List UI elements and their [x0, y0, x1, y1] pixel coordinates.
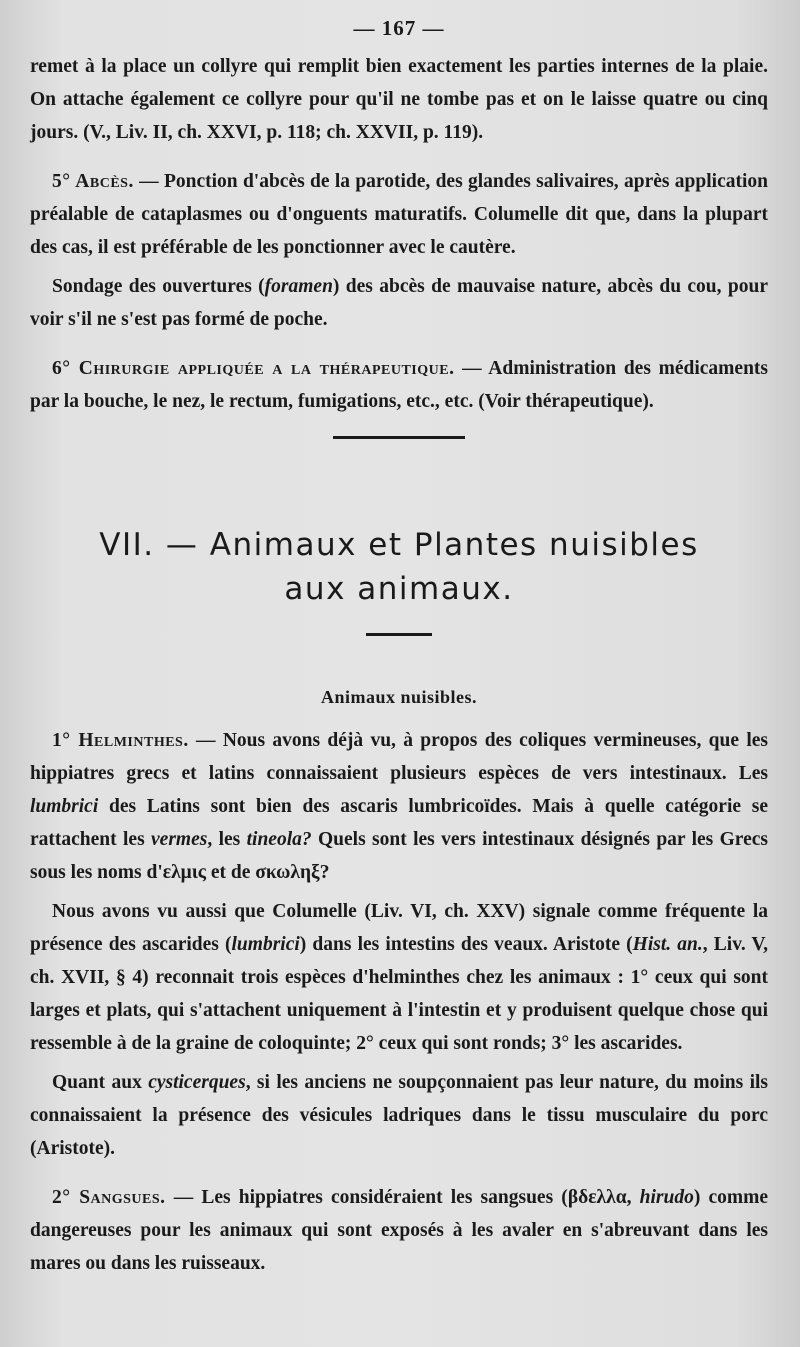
paragraph-intro: remet à la place un collyre qui remplit bien exactement les parties internes de la plaie. On attache également ce collyre pour qu'il ne tombe pas et on le laisse quatre ou cinq jours. (V., Liv. II, ch. XXVI, p. 118; ch. XXVII, p. 119).	[30, 56, 768, 143]
heading-sangsues: 2° Sangsues.	[52, 1187, 166, 1208]
section-heading: Animaux nuisibles.	[320, 687, 478, 707]
section-divider	[333, 436, 465, 439]
paragraph-cysticerques: Quant aux cysticerques, si les anciens ne soupçonnaient pas leur nature, du moins ils connaissaient la présence des vésicules ladriques dans le tissu musculaire du porc (Aristote).	[30, 1072, 768, 1159]
chapter-title-line-1: VII. — Animaux et Plantes nuisibles	[99, 527, 699, 563]
heading-abces: 5° Abcès.	[52, 171, 134, 192]
greek-word-helmis: ελμις	[162, 862, 206, 883]
heading-chirurgie: 6° Chirurgie appliquée a la thérapeutique.	[52, 358, 455, 379]
chapter-title-line-2: aux animaux.	[284, 571, 514, 607]
paragraph-helminthes: 1° Helminthes. — Nous avons déjà vu, à propos des coliques vermineuses, que les hippiatres grecs et latins connaissaient plusieurs espèces de vers intestinaux. Les lumbrici des Latins sont bien des ascaris lumbricoïdes. Mais à quelle catégorie se rattachent les vermes, les tineola? Quels sont les vers intestinaux désignés par les Grecs sous les noms d'ελμις et de σκωληξ?	[30, 730, 768, 883]
paragraph-sondage: Sondage des ouvertures (foramen) des abcès de mauvaise nature, abcès du cou, pour voir s'il ne s'est pas formé de poche.	[30, 276, 768, 330]
heading-helminthes: 1° Helminthes.	[52, 730, 189, 751]
greek-word-skolex: σκωληξ	[255, 862, 320, 883]
paragraph-chirurgie: 6° Chirurgie appliquée a la thérapeutique. — Administration des médicaments par la bouche, le nez, le rectum, fumigations, etc., etc. (Voir thérapeutique).	[30, 358, 768, 412]
chapter-title	[30, 523, 768, 611]
paragraph-sangsues: 2° Sangsues. — Les hippiatres considéraient les sangsues (βδελλα, hirudo) comme dangereuses pour les animaux qui sont exposés à les avaler en s'abreuvant dans les mares ou dans les ruisseaux.	[30, 1187, 769, 1274]
paragraph-columelle: Nous avons vu aussi que Columelle (Liv. VI, ch. XXV) signale comme fréquente la présence des ascarides (lumbrici) dans les intestins des veaux. Aristote (Hist. an., Liv. V, ch. XVII, § 4) reconnait trois espèces d'helminthes chez les animaux : 1° ceux qui sont larges et plats, qui s'attachent uniquement à l'intestin et y produisent quelque chose qui ressemble à de la graine de coloquinte; 2° ceux qui sont ronds; 3° les ascarides.	[30, 901, 768, 1054]
greek-word-bdella: βδελλα	[567, 1187, 627, 1208]
paragraph-abces: 5° Abcès. — Ponction d'abcès de la parotide, des glandes salivaires, après application préalable de cataplasmes ou d'onguents maturatifs. Columelle dit que, dans la plupart des cas, il est préférable de les ponctionner avec le cautère.	[30, 171, 768, 258]
chapter-divider	[366, 633, 432, 636]
page-number: — 167 —	[353, 16, 445, 40]
